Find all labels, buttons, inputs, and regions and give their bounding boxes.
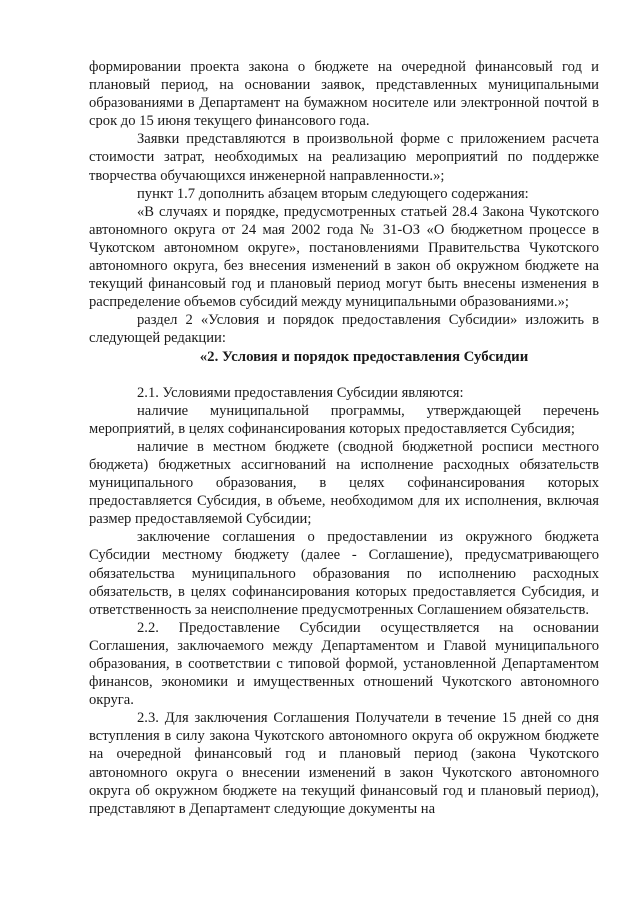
paragraph-2-1: 2.1. Условиями предоставления Субсидии являются: — [137, 384, 464, 401]
paragraph-section-2: раздел 2 «Условия и порядок предоставления Субсидии» изложить в следующей редакции: — [89, 312, 599, 347]
paragraph-amendments: «В случаях и порядке, предусмотренных статьей 28.4 Закона Чукотского автономного округа от 24 мая 2002 года № 31-ОЗ «О бюджетном процессе в Чукотском автономном округе», постановлениями Правительства Чукотского автономного округа, без внесения изменений в закон об окружном бюджете на текущий финансовый год и плановый период могут быть внесены изменения в распределение объемов субсидий между муниципальными образованиями.»; — [89, 203, 599, 311]
paragraph-applications: Заявки представляются в произвольной форме с приложением расчета стоимости затрат, необходимых на реализацию мероприятий по поддержке творчества обучающихся инженерной направленности.»; — [89, 131, 599, 184]
paragraph-budget-draft: формировании проекта закона о бюджете на очередной финансовый год и плановый период, на основании заявок, представленных муниципальными образованиями в Департамент на бумажном носителе или электронной почтой в срок до 15 июня текущего финансового года. — [89, 59, 599, 130]
section-heading: «2. Условия и порядок предоставления Субсидии — [199, 348, 529, 365]
paragraph-item-1-7: пункт 1.7 дополнить абзацем вторым следующего содержания: — [137, 185, 529, 202]
paragraph-2-2: 2.2. Предоставление Субсидии осуществляется на основании Соглашения, заключаемого между Департаментом и Главой муниципального образования, в соответствии с типовой формой, установленной Департаментом финансов, экономики и имущественных отношений Чукотского автономного округа. — [89, 619, 599, 709]
paragraph-2-3: 2.3. Для заключения Соглашения Получатели в течение 15 дней со дня вступления в силу закона Чукотского автономного округа об окружном бюджете на очередной финансовый год и плановый период (закона Чукотского автономного округа о внесении изменений в закон Чукотского автономного округа об окружном бюджете на текущий финансовый год и плановый период), представляют в Департамент следующие документы на — [89, 710, 599, 817]
paragraph-municipal-program: наличие муниципальной программы, утверждающей перечень мероприятий, в целях софинансирования которых предоставляется Субсидия; — [89, 402, 599, 437]
document-page — [89, 58, 599, 818]
paragraph-agreement: заключение соглашения о предоставлении из окружного бюджета Субсидии местному бюджету (далее - Соглашение), предусматривающего обязательства муниципального образования по исполнению расходных обязательств, в целях софинансирования которых предоставляется Субсидия, и ответственность за неисполнение предусмотренных Соглашением обязательств. — [89, 529, 599, 618]
paragraph-local-budget: наличие в местном бюджете (сводной бюджетной росписи местного бюджета) бюджетных ассигнований на исполнение расходных обязательств муниципального образования, в целях софинансирования которых предоставляется Субсидия, в объеме, необходимом для их исполнения, включая размер предоставляемой Субсидии; — [89, 438, 599, 528]
